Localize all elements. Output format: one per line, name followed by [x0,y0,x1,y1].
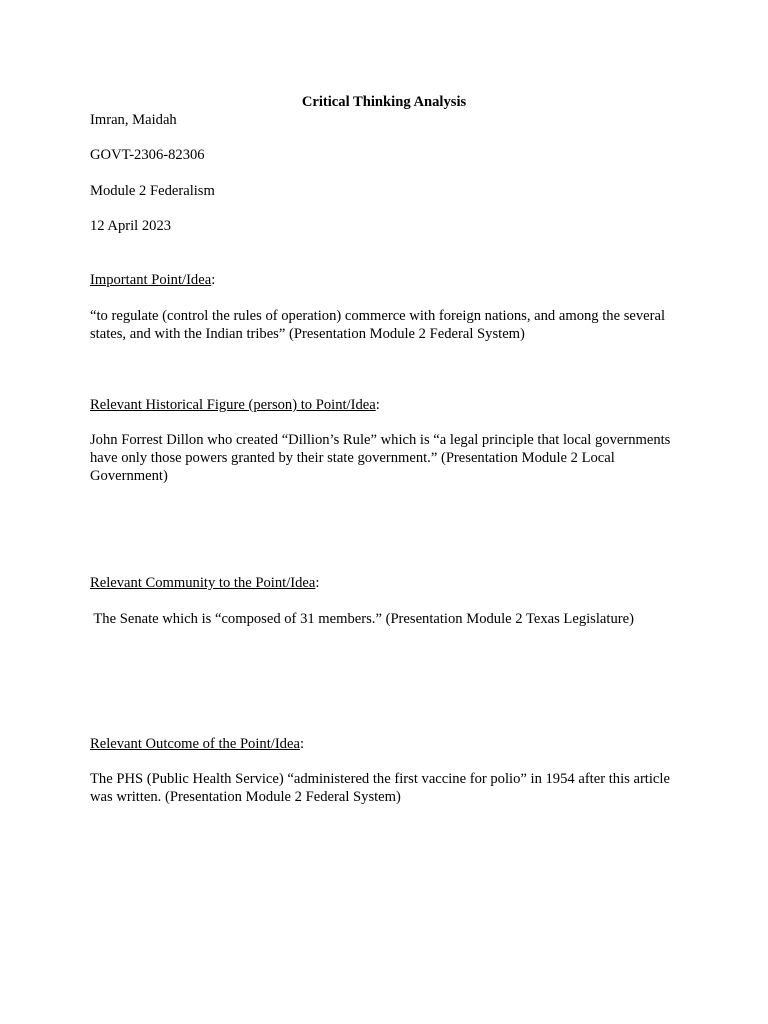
section-heading-label: Relevant Community to the Point/Idea [90,575,316,591]
document-date: 12 April 2023 [90,218,172,234]
section-heading-label: Relevant Outcome of the Point/Idea [90,736,300,752]
section-heading-important-point [90,271,690,289]
section-heading-community [90,574,690,592]
section-heading-historical-figure [90,396,690,414]
section-body-outcome: The PHS (Public Health Service) “administered the first vaccine for polio” in 1954 after this article was written. (Presentation Module 2 Federal System) [90,771,670,805]
section-heading-colon: : [315,575,320,591]
module-name: Module 2 Federalism [90,183,215,199]
course-code: GOVT-2306-82306 [90,147,205,163]
section-heading-label: Relevant Historical Figure (person) to Point/Idea [90,397,376,413]
section-body-historical-figure: John Forrest Dillon who created “Dillion’s Rule” which is “a legal principle that local governments have only those powers granted by their state government.” (Presentation Module 2 Local Government) [90,432,671,484]
section-heading-outcome [90,735,690,753]
section-heading-label: Important Point/Idea [90,272,212,288]
document-title: Critical Thinking Analysis [301,94,467,110]
student-name: Imran, Maidah [90,112,177,128]
section-heading-colon: : [375,397,380,413]
section-body-important-point: “to regulate (control the rules of operation) commerce with foreign nations, and among the several states, and with the Indian tribes” (Presentation Module 2 Federal System) [90,308,666,342]
section-heading-colon: : [211,272,216,288]
section-body-community: The Senate which is “composed of 31 members.” (Presentation Module 2 Texas Legislature) [90,611,634,627]
section-heading-colon: : [299,736,304,752]
